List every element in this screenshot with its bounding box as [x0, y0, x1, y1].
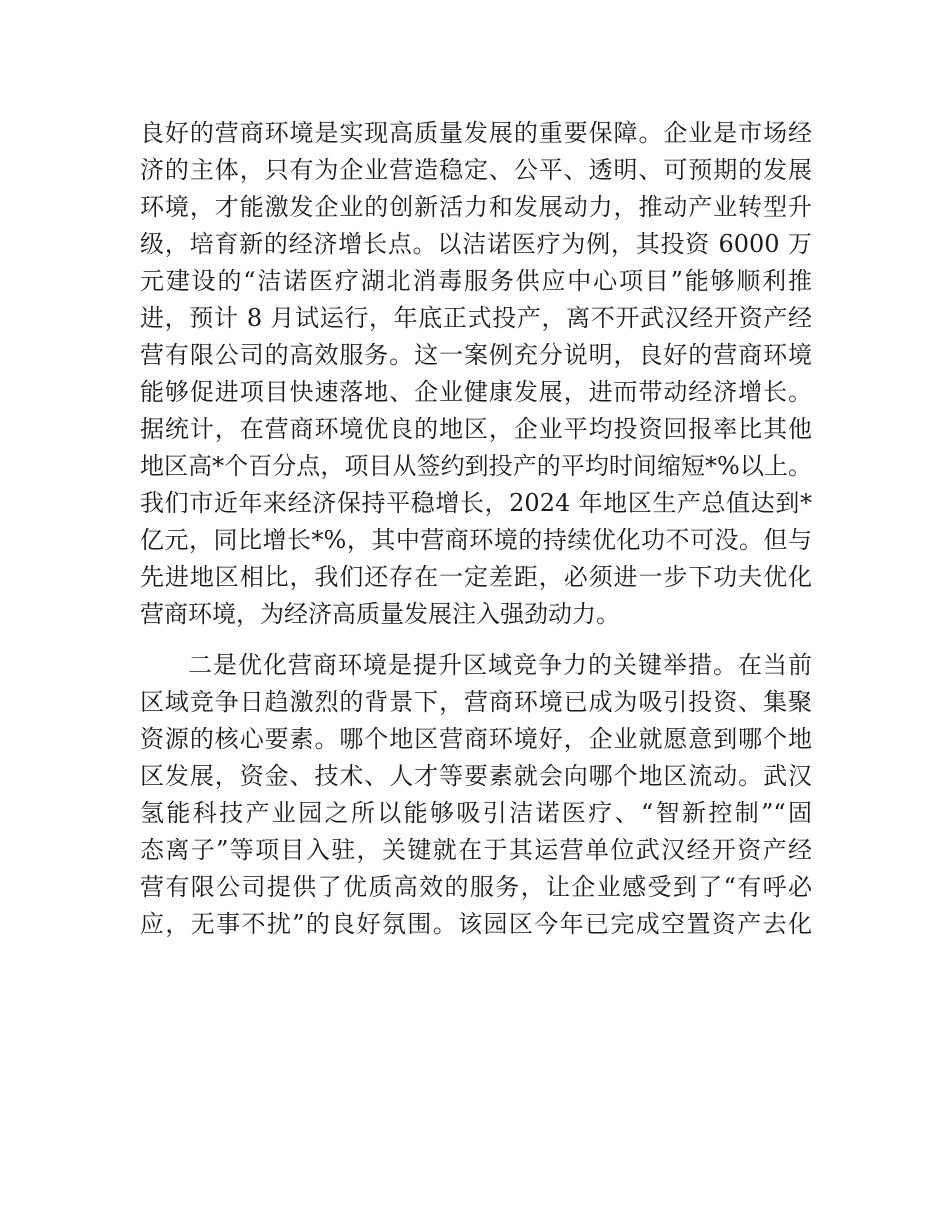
text-line: 营商环境，为经济高质量发展注入强劲动力。 [140, 600, 620, 628]
text-line: 元建设的“洁诺医疗湖北消毒服务供应中心项目”能够顺利推 [140, 267, 812, 295]
text-line: 据统计，在营商环境优良的地区，企业平均投资回报率比其他 [140, 415, 812, 443]
text-line: 营有限公司提供了优质高效的服务，让企业感受到了“有呼必 [140, 873, 812, 901]
text-line: 进，预计 8 月试运行，年底正式投产，离不开武汉经开资产经 [140, 304, 812, 332]
paragraph-1 [140, 115, 812, 633]
text-line: 地区高*个百分点，项目从签约到投产的平均时间缩短*%以上。 [140, 452, 812, 480]
paragraph-2 [140, 647, 812, 943]
text-line: 氢能科技产业园之所以能够吸引洁诺医疗、“智新控制”“固 [140, 799, 812, 827]
text-line: 应，无事不扰”的良好氛围。该园区今年已完成空置资产去化 [140, 910, 812, 938]
text-line: 区域竞争日趋激烈的背景下，营商环境已成为吸引投资、集聚 [140, 688, 812, 716]
text-line: 态离子”等项目入驻，关键就在于其运营单位武汉经开资产经 [140, 836, 812, 864]
text-line: 能够促进项目快速落地、企业健康发展，进而带动经济增长。 [140, 378, 812, 406]
text-line: 级，培育新的经济增长点。以洁诺医疗为例，其投资 6000 万 [140, 230, 812, 258]
paragraph-gap [140, 633, 812, 647]
text-line: 区发展，资金、技术、人才等要素就会向哪个地区流动。武汉 [140, 762, 812, 790]
text-line: 二是优化营商环境是提升区域竞争力的关键举措。在当前 [188, 651, 812, 679]
text-line: 良好的营商环境是实现高质量发展的重要保障。企业是市场经 [140, 119, 812, 147]
text-line: 济的主体，只有为企业营造稳定、公平、透明、可预期的发展 [140, 156, 812, 184]
text-line: 环境，才能激发企业的创新活力和发展动力，推动产业转型升 [140, 193, 812, 221]
text-line: 营有限公司的高效服务。这一案例充分说明，良好的营商环境 [140, 341, 812, 369]
text-line: 亿元，同比增长*%，其中营商环境的持续优化功不可没。但与 [140, 526, 812, 554]
text-line: 我们市近年来经济保持平稳增长，2024 年地区生产总值达到* [140, 489, 812, 517]
document-body [140, 115, 812, 943]
text-line: 资源的核心要素。哪个地区营商环境好，企业就愿意到哪个地 [140, 725, 812, 753]
text-line: 先进地区相比，我们还存在一定差距，必须进一步下功夫优化 [140, 563, 812, 591]
